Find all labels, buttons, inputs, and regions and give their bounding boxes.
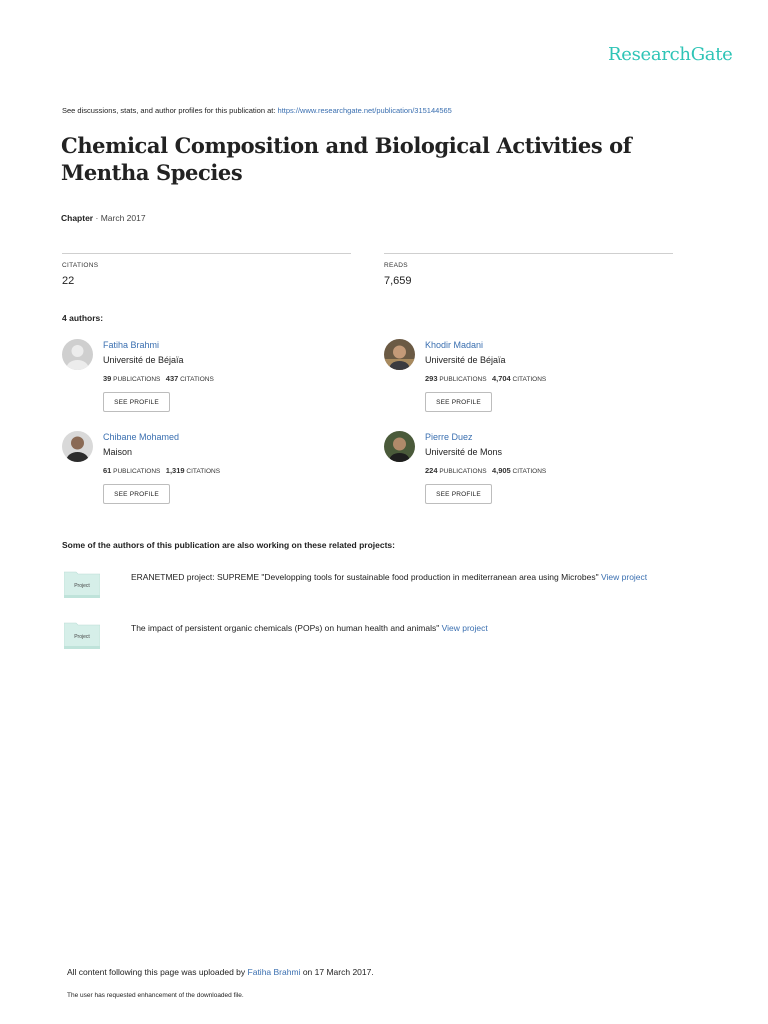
author-card	[384, 339, 684, 419]
author-photo[interactable]	[384, 339, 415, 370]
uploader-link[interactable]: Fatiha Brahmi	[247, 967, 301, 977]
author-affiliation: Université de Béjaïa	[425, 355, 506, 365]
author-publications-label: PUBLICATIONS	[113, 468, 161, 475]
author-card	[384, 431, 684, 511]
author-publications-count: 293	[425, 374, 438, 383]
project-description	[131, 621, 691, 636]
author-name-link[interactable]: Fatiha Brahmi	[103, 340, 160, 350]
author-stats	[425, 374, 546, 383]
author-affiliation: Maison	[103, 447, 133, 457]
author-citations-label: CITATIONS	[512, 468, 547, 475]
publication-url-link[interactable]: https://www.researchgate.net/publication/315144565	[277, 106, 452, 115]
see-profile-button[interactable]: SEE PROFILE	[425, 392, 492, 412]
author-photo[interactable]	[384, 431, 415, 462]
reads-value: 7,659	[384, 275, 412, 287]
discussion-notice-text: See discussions, stats, and author profiles for this publication at:	[62, 106, 276, 115]
see-profile-button[interactable]: SEE PROFILE	[103, 392, 170, 412]
author-photo[interactable]	[62, 431, 93, 462]
view-project-link[interactable]: View project	[441, 623, 488, 633]
see-profile-button[interactable]: SEE PROFILE	[103, 484, 170, 504]
upload-suffix: on 17 March 2017.	[302, 967, 374, 977]
upload-prefix: All content following this page was uploaded by	[67, 967, 246, 977]
authors-label: 4 authors:	[62, 313, 104, 323]
author-stats	[103, 374, 214, 383]
project-description	[131, 570, 691, 585]
project-folder-icon	[64, 570, 100, 598]
author-affiliation: Université de Béjaïa	[103, 355, 184, 365]
project-title: The impact of persistent organic chemicals (POPs) on human health and animals"	[131, 623, 440, 633]
avatar-placeholder-icon[interactable]	[62, 339, 93, 370]
author-citations-label: CITATIONS	[180, 376, 214, 383]
author-citations-label: CITATIONS	[512, 376, 547, 383]
author-name-link[interactable]: Chibane Mohamed	[103, 432, 180, 442]
see-profile-button[interactable]: SEE PROFILE	[425, 484, 492, 504]
author-publications-count: 61	[103, 466, 112, 475]
citations-value: 22	[62, 275, 75, 287]
publication-date: · March 2017	[95, 213, 146, 223]
author-affiliation: Université de Mons	[425, 447, 503, 457]
author-citations-label: CITATIONS	[186, 468, 221, 475]
author-card	[62, 339, 362, 419]
related-projects-label: Some of the authors of this publication are also working on these related projects:	[62, 540, 395, 550]
author-stats	[103, 466, 220, 475]
citations-divider	[62, 253, 351, 254]
reads-divider	[384, 253, 673, 254]
author-card	[62, 431, 362, 511]
author-citations-count: 437	[165, 374, 179, 383]
author-publications-label: PUBLICATIONS	[113, 376, 161, 383]
publication-meta	[61, 213, 146, 223]
citations-label: CITATIONS	[62, 262, 99, 269]
author-publications-count: 39	[103, 374, 112, 383]
author-name-link[interactable]: Pierre Duez	[425, 432, 473, 442]
view-project-link[interactable]: View project	[601, 572, 648, 582]
project-icon-label: Project	[74, 583, 90, 589]
author-stats	[425, 466, 546, 475]
publication-type: Chapter	[61, 213, 94, 223]
author-publications-label: PUBLICATIONS	[439, 468, 487, 475]
project-icon-label: Project	[74, 634, 90, 640]
author-citations-count: 4,905	[491, 466, 511, 475]
publication-title: Chemical Composition and Biological Activities of Mentha Species	[61, 133, 632, 185]
project-title: ERANETMED project: SUPREME "Developping tools for sustainable food production in mediterranean area using Microbes"	[131, 572, 599, 582]
discussion-notice	[62, 106, 452, 115]
author-citations-count: 4,704	[491, 374, 511, 383]
upload-notice	[67, 967, 374, 977]
author-name-link[interactable]: Khodir Madani	[425, 340, 484, 350]
researchgate-logo[interactable]: ResearchGate	[608, 44, 733, 65]
reads-label: READS	[384, 262, 408, 269]
project-folder-icon	[64, 621, 100, 649]
enhancement-note: The user has requested enhancement of the downloaded file.	[67, 992, 244, 999]
author-publications-label: PUBLICATIONS	[439, 376, 487, 383]
author-publications-count: 224	[425, 466, 438, 475]
author-citations-count: 1,319	[165, 466, 185, 475]
